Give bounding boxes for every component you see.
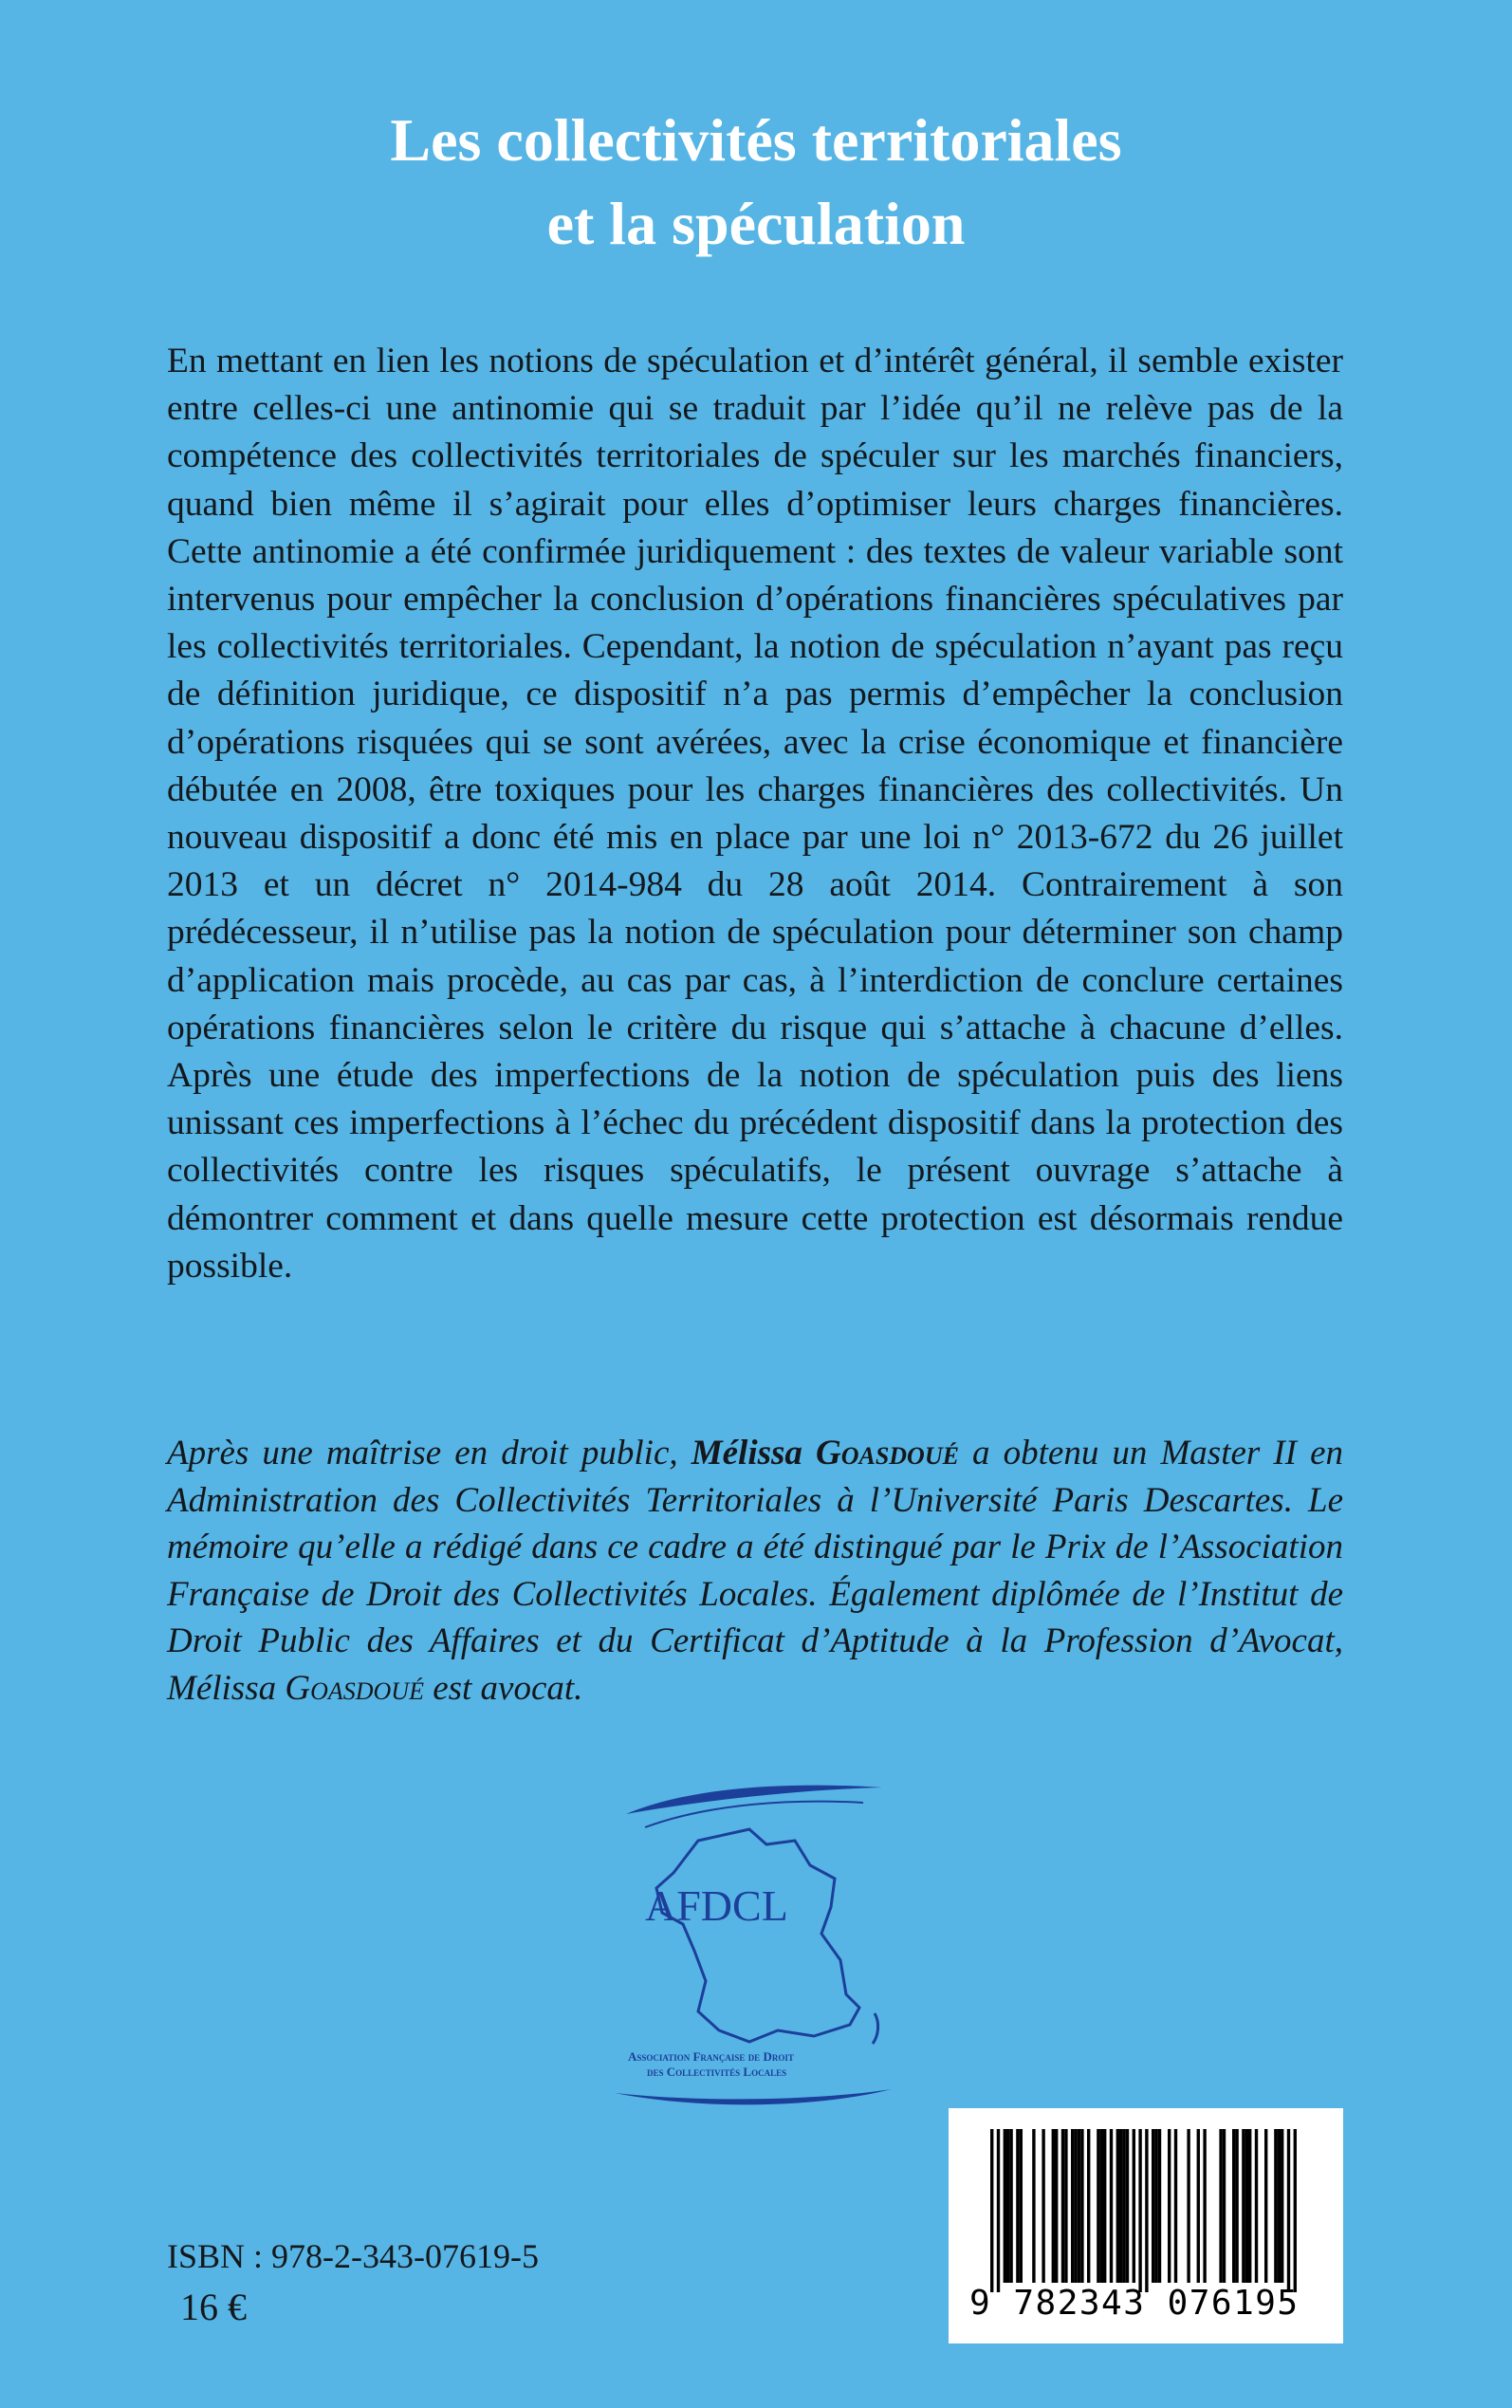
barcode-bar <box>1078 2129 1080 2283</box>
barcode-bar <box>1032 2129 1035 2283</box>
logo-caption-1: Association Française de Droit <box>628 2049 794 2064</box>
barcode-bar <box>1242 2129 1245 2283</box>
barcode-bar <box>1223 2129 1226 2283</box>
barcode-bar <box>1100 2129 1103 2283</box>
barcode-bar <box>1004 2129 1006 2283</box>
barcode-bar <box>1281 2129 1283 2283</box>
afdcl-logo-graphic <box>607 1774 911 2116</box>
barcode-bar <box>1278 2129 1281 2283</box>
author-last-name-2: Goasdoué <box>285 1668 424 1708</box>
barcode-bar <box>1232 2129 1235 2283</box>
logo-bottom-swoosh <box>615 2089 892 2104</box>
logo-top-swoosh <box>626 1786 882 1814</box>
barcode-bar <box>1248 2129 1251 2283</box>
barcode-bar <box>1080 2129 1083 2283</box>
barcode-bar <box>1042 2129 1044 2283</box>
barcode-bar <box>1064 2129 1067 2283</box>
barcode-bar <box>1158 2129 1161 2283</box>
bio-part-3: est avocat. <box>423 1668 583 1708</box>
barcode-bar <box>1152 2129 1154 2283</box>
barcode-bar <box>1133 2129 1135 2283</box>
price-label: 16 € <box>180 2286 247 2328</box>
barcode-bar <box>1097 2129 1099 2283</box>
barcode-bar <box>1119 2129 1122 2283</box>
barcode-bar <box>1006 2129 1009 2283</box>
barcode-bar <box>1264 2129 1267 2283</box>
barcode-bar <box>1255 2129 1258 2283</box>
barcode-bar <box>997 2129 1000 2292</box>
barcode <box>949 2108 1343 2343</box>
bio-part-1: Après une maîtrise en droit public, <box>167 1434 691 1473</box>
synopsis-paragraph: En mettant en lien les notions de spéculation et d’intérêt général, il semble exister entre celles-ci une antinomie qui se traduit par l’idée qu’il ne relève pas de la compétence des collectivités territoriales de spéculer sur les marchés financiers, quand bien même il s’agirait pour elles d’optimiser leurs charges financières. Cette antinomie a été confirmée juridiquement : des textes de valeur variable sont intervenus pour empêcher la conclusion d’opérations financières spéculatives par les collectivités territoriales. Cependant, la notion de spéculation n’ayant pas reçu de définition juridique, ce dispositif n’a pas permis d’empêcher la conclusion d’opérations risquées qui se sont avérées, avec la crise économique et financière débutée en 2008, être toxiques pour les charges financières des collectivités. Un nouveau dispositif a donc été mis en place par une loi n° 2013-672 du 26 juillet 2013 et un décret n° 2014-984 du 28 août 2014. Contrairement à son prédécesseur, il n’utilise pas la notion de spéculation pour déterminer son champ d’application mais procède, au cas par cas, à l’interdiction de conclure certaines opérations financières selon le critère du risque qui s’attache à chacune d’elles. Après une étude des imperfections de la notion de spéculation puis des liens unissant ces imperfections à l’échec du précédent dispositif dans la protection des collectivités contre les risques spéculatifs, le présent ouvrage s’attache à démontrer comment et dans quelle mesure cette protection est désormais rendue possible. <box>167 342 1343 1286</box>
logo-caption-2: des Collectivités Locales <box>647 2065 787 2079</box>
barcode-bar <box>1203 2129 1206 2283</box>
barcode-bar <box>1274 2129 1277 2283</box>
barcode-bar <box>1287 2129 1290 2292</box>
barcode-bar <box>1052 2129 1055 2283</box>
barcode-bar <box>1071 2129 1074 2283</box>
barcode-bar <box>1009 2129 1012 2283</box>
barcode-bar <box>1016 2129 1019 2283</box>
afdcl-logo <box>607 1774 911 2116</box>
barcode-bar <box>1197 2129 1200 2283</box>
barcode-bar <box>1138 2129 1141 2292</box>
isbn-label: ISBN : 978-2-343-07619-5 <box>167 2237 539 2275</box>
barcode-bar <box>1020 2129 1023 2283</box>
barcode-bar <box>1235 2129 1238 2283</box>
barcode-bar <box>1122 2129 1125 2283</box>
barcode-bar <box>1219 2129 1222 2283</box>
barcode-bar <box>1110 2129 1113 2283</box>
barcode-bar <box>1087 2129 1090 2283</box>
france-outline-icon <box>656 1829 859 2042</box>
barcode-bar <box>1154 2129 1157 2283</box>
bio-part-2: a obtenu un Master II en Administration des Collectivités Territoriales à l’Université Paris Descartes. Le mémoire qu’elle a rédigé dans ce cadre a été distingué par le Prix de l’Association Française de Droit des Collectivités Locales. Également diplômée de l’Institut de Droit Public des Affaires et du Certificat d’Aptitude à la Profession d’Avocat, Mélissa <box>167 1434 1344 1708</box>
barcode-bar <box>1103 2129 1106 2283</box>
barcode-bar <box>1074 2129 1077 2283</box>
barcode-bar <box>1116 2129 1119 2283</box>
title-line-2: et la spéculation <box>546 190 966 257</box>
barcode-bar <box>990 2129 993 2292</box>
barcode-bar <box>1294 2129 1297 2292</box>
logo-acronym: AFDCL <box>645 1881 788 1930</box>
barcode-bar <box>1174 2129 1177 2283</box>
barcode-bar <box>1145 2129 1148 2292</box>
author-last-name: Goasdoué <box>815 1434 959 1473</box>
author-bio <box>167 1430 1343 1712</box>
barcode-bar <box>1126 2129 1129 2283</box>
author-first-name: Mélissa <box>691 1434 816 1473</box>
barcode-bar <box>1245 2129 1248 2283</box>
barcode-bar <box>1187 2129 1189 2283</box>
author-name-bold <box>691 1434 959 1473</box>
title-line-1: Les collectivités territoriales <box>390 106 1122 174</box>
barcode-bar <box>1061 2129 1064 2283</box>
corsica-icon <box>873 2013 878 2044</box>
barcode-bar <box>1055 2129 1058 2283</box>
book-title <box>0 99 1512 266</box>
barcode-bar <box>1168 2129 1171 2283</box>
barcode-digits: 9 782343 076195 <box>969 2284 1300 2323</box>
